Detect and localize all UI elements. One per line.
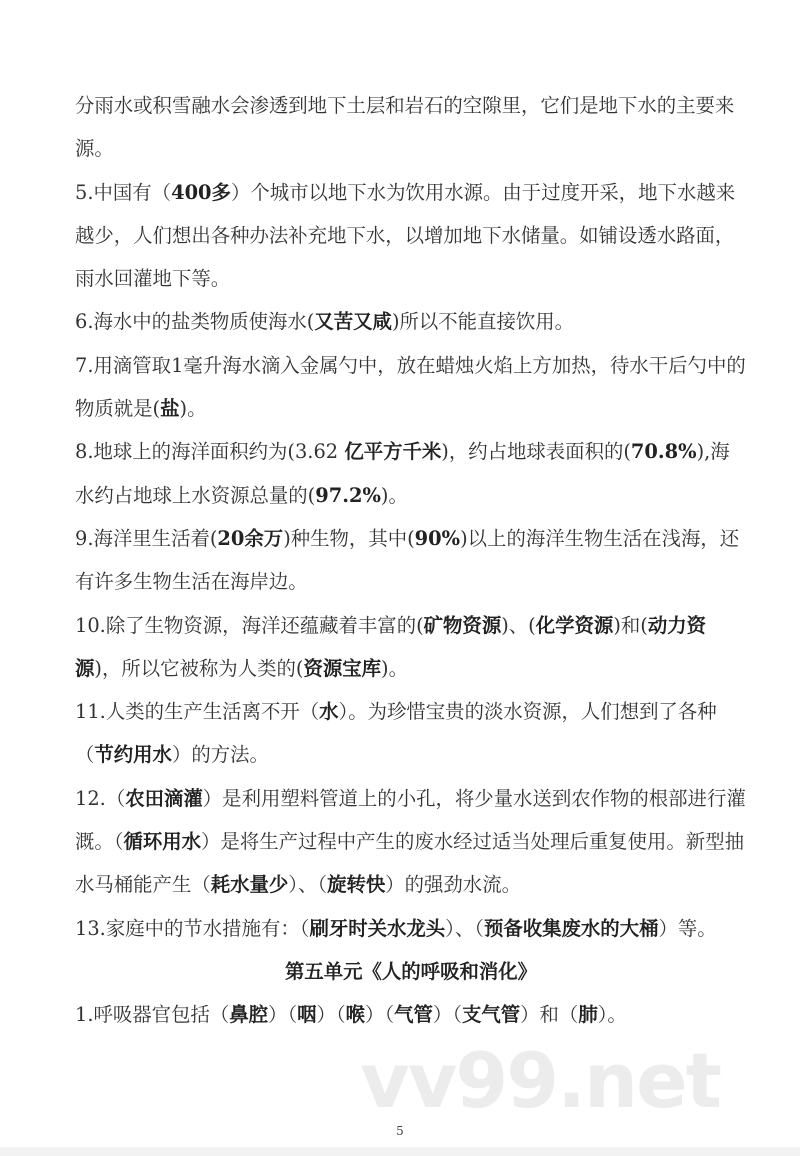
answer-text: 盐 [160, 397, 180, 421]
paragraph [75, 993, 747, 1036]
text-segment: ）、（ [445, 916, 484, 940]
paragraph [75, 777, 747, 907]
text-segment: )。 [380, 483, 408, 507]
answer-text: 化学资源 [535, 613, 614, 637]
answer-text: 刷牙时关水龙头 [309, 916, 446, 940]
text-segment: )以上的海洋生物生活在浅海，还有许多生物生活在海岸边。 [75, 526, 740, 594]
answer-text: 又苦又咸 [314, 310, 392, 334]
text-segment: 10.除了生物资源，海洋还蕴藏着丰富的( [75, 613, 424, 637]
text-segment: )。 [179, 397, 207, 421]
text-segment: 9.海洋里生活着( [75, 526, 218, 550]
unit-heading: 第五单元《人的呼吸和消化》 [284, 959, 538, 983]
answer-text: 97.2% [315, 483, 381, 507]
text-segment: ）。 [597, 1003, 627, 1027]
paragraph [75, 604, 747, 691]
answer-text: 水 [319, 700, 339, 724]
answer-text: 亿平方千米 [344, 440, 442, 464]
text-segment: )，约占地球表面积的( [441, 440, 631, 464]
text-segment: 分雨水或积雪融水会渗透到地下土层和岩石的空隙里，它们是地下水的主要来源。 [75, 94, 735, 161]
text-segment: 1.呼吸器官包括（ [75, 1003, 230, 1027]
answer-text: 气管 [394, 1003, 433, 1027]
text-segment: ）和（ [520, 1003, 579, 1027]
paragraph [75, 171, 747, 301]
text-segment: 5.中国有（ [75, 180, 172, 204]
answer-text: 70.8% [630, 440, 697, 464]
text-segment: ）的方法。 [171, 743, 269, 767]
watermark: vv99.net [360, 1035, 720, 1125]
answer-text: 矿物资源 [423, 613, 502, 637]
text-segment: 12.（ [75, 786, 126, 810]
page-footer [0, 1037, 800, 1139]
answer-text: 节约用水 [94, 743, 172, 767]
text-segment: )所以不能直接饮用。 [391, 310, 575, 334]
text-segment: )。 [381, 656, 408, 680]
text-segment: ）是利用塑料管道上的小孔，将少量水送到农作物的根部进行灌溉。（ [75, 786, 746, 854]
paragraph [75, 517, 747, 604]
answer-text: 循环用水 [123, 830, 202, 854]
text-segment: ),海水约占地球上水资源总量的( [75, 440, 730, 507]
answer-text: 旋转快 [327, 873, 386, 897]
text-segment: 11.人类的生产生活离不开（ [75, 700, 320, 724]
answer-text: 资源宝库 [303, 656, 381, 680]
answer-text: 90% [414, 526, 461, 550]
page-number: 5 [396, 1123, 404, 1138]
text-segment: ）等。 [658, 916, 717, 940]
text-segment: ）的强劲水流。 [385, 873, 521, 897]
page-bottom-edge [0, 1147, 800, 1156]
answer-text: 支气管 [461, 1003, 521, 1027]
text-segment: ）（ [432, 1003, 462, 1027]
text-segment: 6.海水中的盐类物质使海水( [75, 310, 315, 334]
text-segment: )，所以它被称为人类的( [94, 656, 304, 680]
answer-text: 预备收集废水的大桶 [483, 916, 659, 940]
paragraph [75, 690, 747, 777]
answer-text: 肺 [578, 1003, 598, 1027]
text-segment: ）、（ [288, 873, 328, 897]
text-segment: 7.用滴管取1毫升海水滴入金属勺中，放在蜡烛火焰上方加热，待水干后勺中的物质就是( [75, 353, 746, 421]
paragraph [75, 84, 747, 171]
text-segment: )、( [501, 613, 536, 637]
answer-text: 动力资源 [75, 613, 707, 680]
paragraph [75, 907, 747, 950]
text-segment: ）（ [365, 1003, 395, 1027]
answer-text: 咽 [297, 1003, 317, 1027]
paragraph [75, 300, 747, 343]
unit-paragraph-list [75, 993, 747, 1036]
text-segment: )和( [613, 613, 648, 637]
text-segment: 8.地球上的海洋面积约为(3.62 [75, 440, 345, 464]
answer-text: 喉 [345, 1003, 365, 1027]
paragraph-list [75, 84, 747, 950]
text-segment: )种生物，其中( [283, 526, 415, 550]
document-body [75, 0, 747, 1037]
text-segment: ）。为珍惜宝贵的淡水资源，人们想到了各种（ [75, 700, 717, 767]
text-segment: ）个城市以地下水为饮用水源。由于过度开采，地下水越来越少，人们想出各种办法补充地下水，以增加地下水储量。如铺设透水路面，雨水回灌地下等。 [75, 180, 736, 291]
answer-text: 400多 [171, 180, 231, 204]
paragraph [75, 430, 747, 517]
answer-text: 耗水量少 [210, 873, 289, 897]
answer-text: 20余万 [217, 526, 284, 550]
answer-text: 农田滴灌 [125, 786, 203, 810]
text-segment: ）（ [316, 1003, 346, 1027]
answer-text: 鼻腔 [229, 1003, 269, 1027]
text-segment: ）（ [268, 1003, 298, 1027]
paragraph [75, 344, 747, 431]
text-segment: 13.家庭中的节水措施有：（ [75, 916, 310, 940]
text-segment: ）是将生产过程中产生的废水经过适当处理后重复使用。新型抽水马桶能产生（ [75, 830, 744, 897]
